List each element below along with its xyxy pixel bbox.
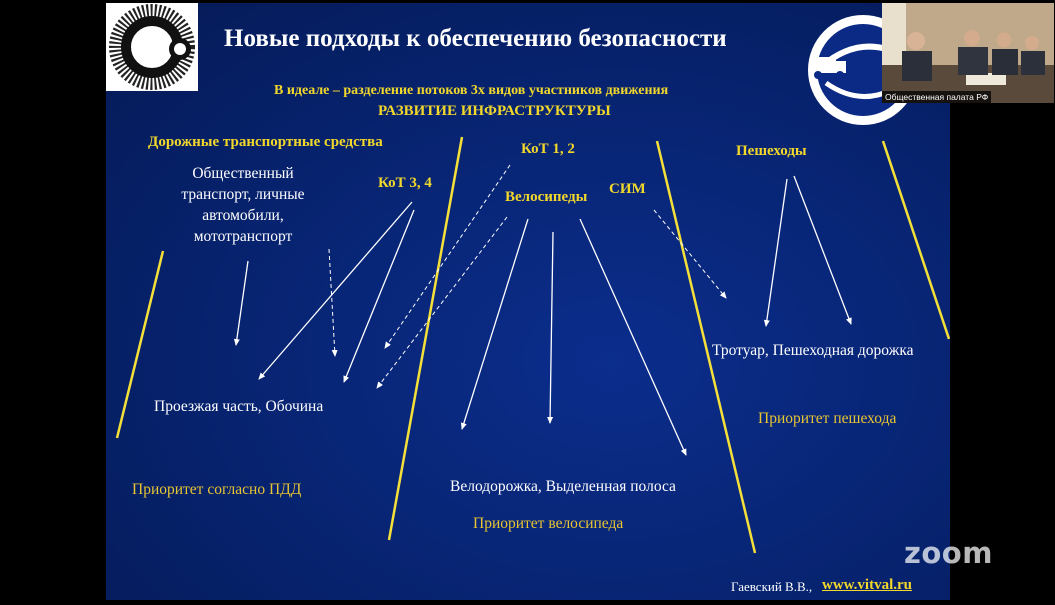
arrow — [344, 210, 414, 382]
priority-pedestrian: Приоритет пешехода — [758, 410, 897, 427]
dashed-arrow — [385, 165, 510, 348]
header-pedestrians: Пешеходы — [736, 143, 807, 159]
author-credit: Гаевский В.В., — [731, 579, 813, 594]
author-website-link[interactable]: www.vitval.ru — [822, 577, 912, 593]
participant-video-tile[interactable] — [882, 3, 1054, 103]
arrow — [236, 261, 248, 345]
dashed-arrow — [329, 249, 335, 356]
zoom-watermark: zoom — [904, 536, 993, 570]
arrow — [766, 179, 787, 326]
header-sim: СИМ — [609, 181, 646, 197]
vehicles-list-item: Общественный — [192, 165, 294, 182]
arrow — [794, 176, 851, 324]
slide-subtitle: В идеале – разделение потоков 3х видов участников движения — [274, 83, 669, 98]
header-kot-1-2: КоТ 1, 2 — [521, 141, 575, 157]
vehicles-list-item: мототранспорт — [193, 228, 293, 245]
vehicles-list — [158, 163, 328, 247]
arrow — [462, 219, 528, 429]
arrow — [580, 219, 686, 455]
slide-title: Новые подходы к обеспечению безопасности — [224, 25, 727, 52]
arrow — [550, 232, 553, 423]
destination-sidewalk: Тротуар, Пешеходная дорожка — [712, 342, 914, 359]
vehicles-list-item: автомобили, — [202, 207, 284, 224]
slide-subtitle-infrastructure: РАЗВИТИЕ ИНФРАСТРУКТУРЫ — [378, 103, 611, 119]
priority-road: Приоритет согласно ПДД — [132, 481, 302, 498]
header-bicycles: Велосипеды — [505, 189, 588, 205]
participants-video-frame — [882, 3, 1054, 103]
header-vehicles: Дорожные транспортные средства — [148, 134, 383, 150]
vehicles-list-item: транспорт, личные — [181, 186, 305, 203]
header-kot-3-4: КоТ 3, 4 — [378, 175, 432, 191]
destination-roadway: Проезжая часть, Обочина — [154, 398, 324, 415]
separator-line — [883, 141, 949, 339]
priority-bicycle: Приоритет велосипеда — [473, 515, 624, 532]
participant-name-label: Общественная палата РФ — [882, 91, 991, 103]
destination-bikeway: Велодорожка, Выделенная полоса — [450, 478, 676, 495]
shared-slide — [106, 3, 950, 600]
